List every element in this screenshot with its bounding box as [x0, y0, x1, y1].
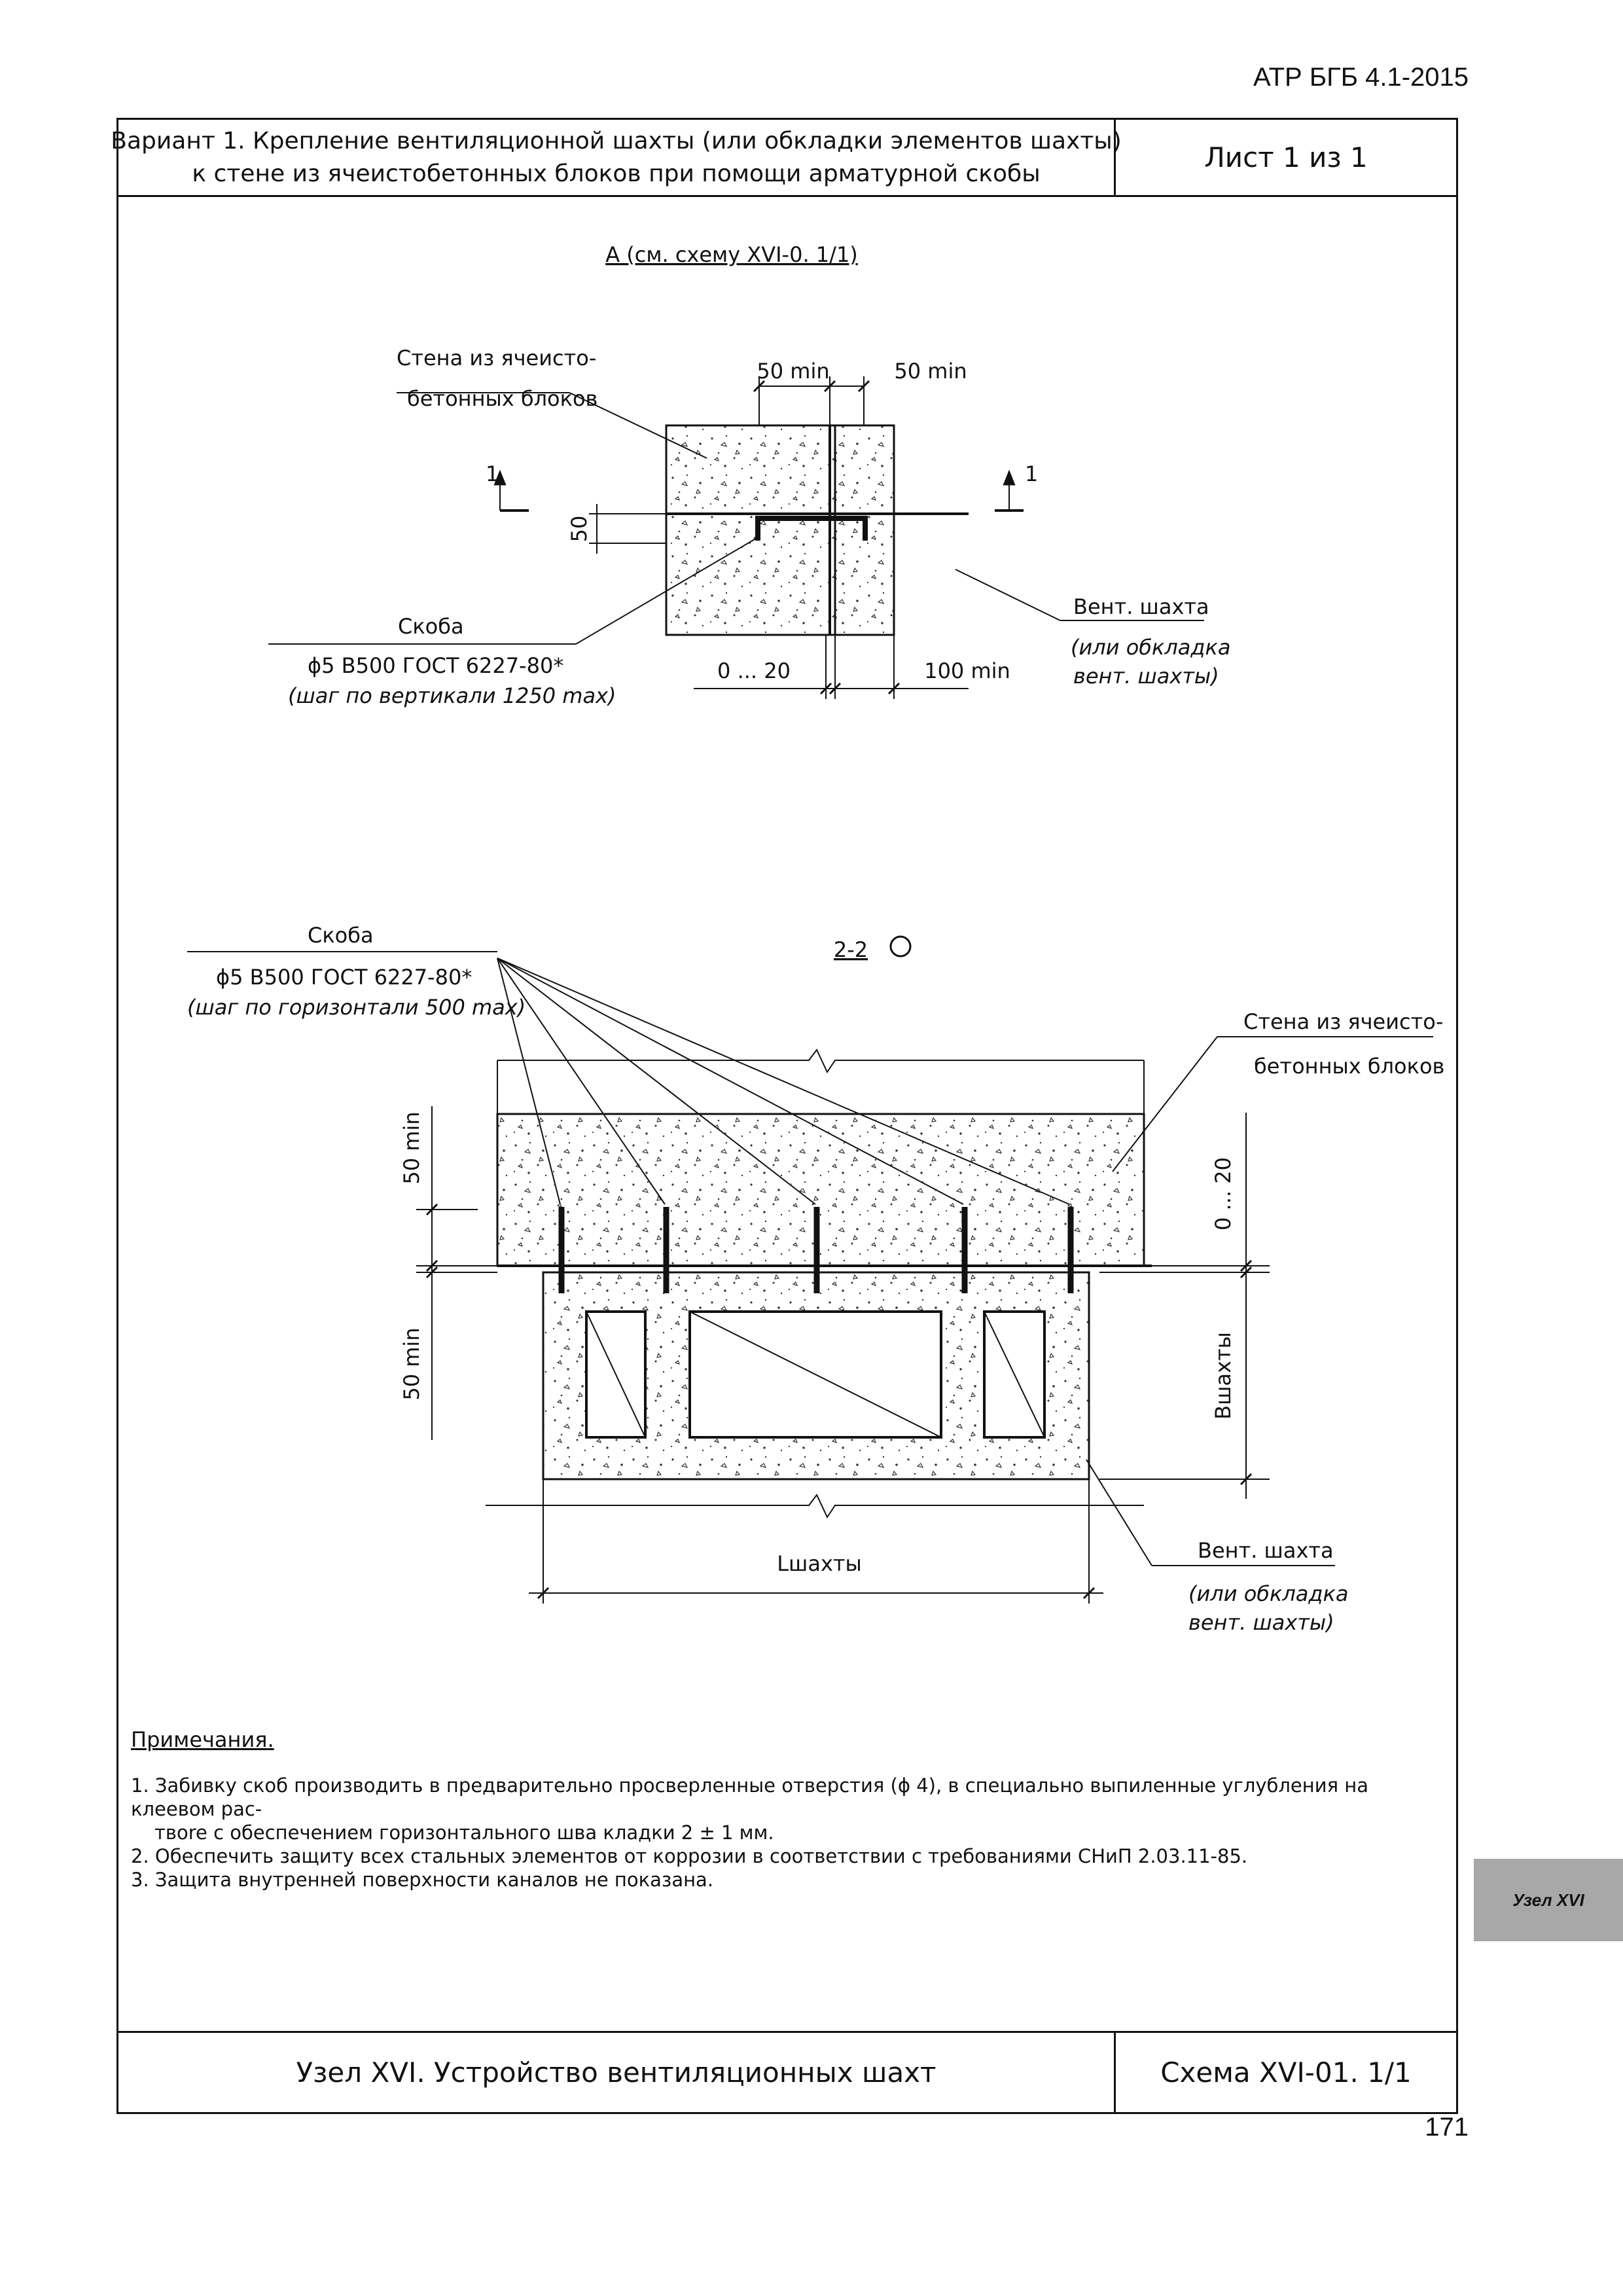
wall-label-a-2: бетонных блоков — [407, 386, 598, 411]
footer-title: Узел XVI. Устройство вентиляционных шахт — [118, 2033, 1116, 2112]
wall-label-22-1: Стена из ячеисто- — [1243, 1009, 1444, 1034]
dim-bottom-left-a: 0 ... 20 — [717, 658, 791, 683]
view-a — [268, 242, 1230, 708]
section-mark-left: 1 — [486, 461, 499, 486]
note-1b: твore с обеспечением горизонтального шва кладки 2 ± 1 мм. — [154, 1821, 774, 1844]
wall-block-a — [666, 425, 830, 635]
dim-left-bottom-22: 50 min — [399, 1327, 424, 1401]
shaft-label-22-2: (или обкладка — [1188, 1581, 1349, 1606]
dim-left-top-22: 50 min — [399, 1111, 424, 1185]
page-number: 171 — [1425, 2113, 1469, 2142]
note-3: 3. Защита внутренней поверхности каналов не показана. — [131, 1869, 714, 1891]
dim-top-right: 50 min — [894, 359, 967, 384]
notes-heading: Примечания. — [131, 1727, 274, 1752]
section-2-2 — [187, 923, 1444, 1635]
bracket-step-22: (шаг по горизонтали 500 max) — [187, 995, 526, 1020]
title-line-2: к стене из ячеистобетонных блоков при помощи арматурной скобы — [192, 160, 1041, 187]
dim-right-gap-22: 0 ... 20 — [1211, 1157, 1236, 1230]
note-2: 2. Обеспечить защиту всех стальных элементов от коррозии в соответствии с требованиями СНиП 2.03.11-85. — [131, 1845, 1248, 1867]
wall-label-a-1: Стена из ячеисто- — [397, 346, 597, 370]
shaft-label-22-3: вент. шахты) — [1188, 1610, 1334, 1635]
view-a-title: А (см. схему XVI-0. 1/1) — [605, 242, 858, 267]
dim-bottom-right-a: 100 min — [924, 658, 1010, 683]
bracket-spec-a: ϕ5 В500 ГОСТ 6227-80* — [308, 653, 564, 678]
bracket-label-a: Скоба — [398, 614, 464, 639]
wall-label-22-2: бетонных блоков — [1254, 1054, 1445, 1079]
scheme-number: Схема XVI-01. 1/1 — [1160, 2056, 1412, 2089]
dim-vertical-a: 50 — [567, 515, 592, 543]
dim-top-left: 50 min — [757, 359, 830, 384]
section-mark-right: 1 — [1025, 461, 1039, 486]
document-code: АТР БГБ 4.1-2015 — [1253, 63, 1469, 92]
note-1a: 1. Забивку скоб производить в предварительно просверленные отверстия (ϕ 4), в специально выпиленные углубления на клеевом рас- — [131, 1774, 1368, 1820]
section-2-2-title: 2-2 — [833, 937, 868, 962]
dim-b-22: Bшахты — [1211, 1332, 1236, 1420]
shaft-block-a — [830, 425, 894, 635]
title-line-1: Вариант 1. Крепление вентиляционной шахты (или обкладки элементов шахты) — [111, 127, 1122, 154]
shaft-label-22: Вент. шахта — [1198, 1538, 1334, 1563]
section-marker-circle — [891, 937, 910, 956]
sheet-number: Лист 1 из 1 — [1204, 141, 1368, 173]
notes-section — [131, 1728, 1440, 1892]
dim-l-22: Lшахты — [777, 1551, 862, 1576]
bracket-label-22: Скоба — [308, 923, 374, 948]
side-tab: Узел XVI — [1474, 1859, 1623, 1941]
bracket-spec-22: ϕ5 В500 ГОСТ 6227-80* — [216, 965, 473, 990]
shaft-label-a-2: (или обкладка — [1071, 635, 1231, 660]
bracket-step-a: (шаг по вертикали 1250 max) — [288, 683, 616, 708]
shaft-label-a-3: вент. шахты) — [1073, 664, 1219, 689]
shaft-label-a: Вент. шахта — [1073, 594, 1209, 619]
wall-band-22 — [497, 1114, 1144, 1266]
